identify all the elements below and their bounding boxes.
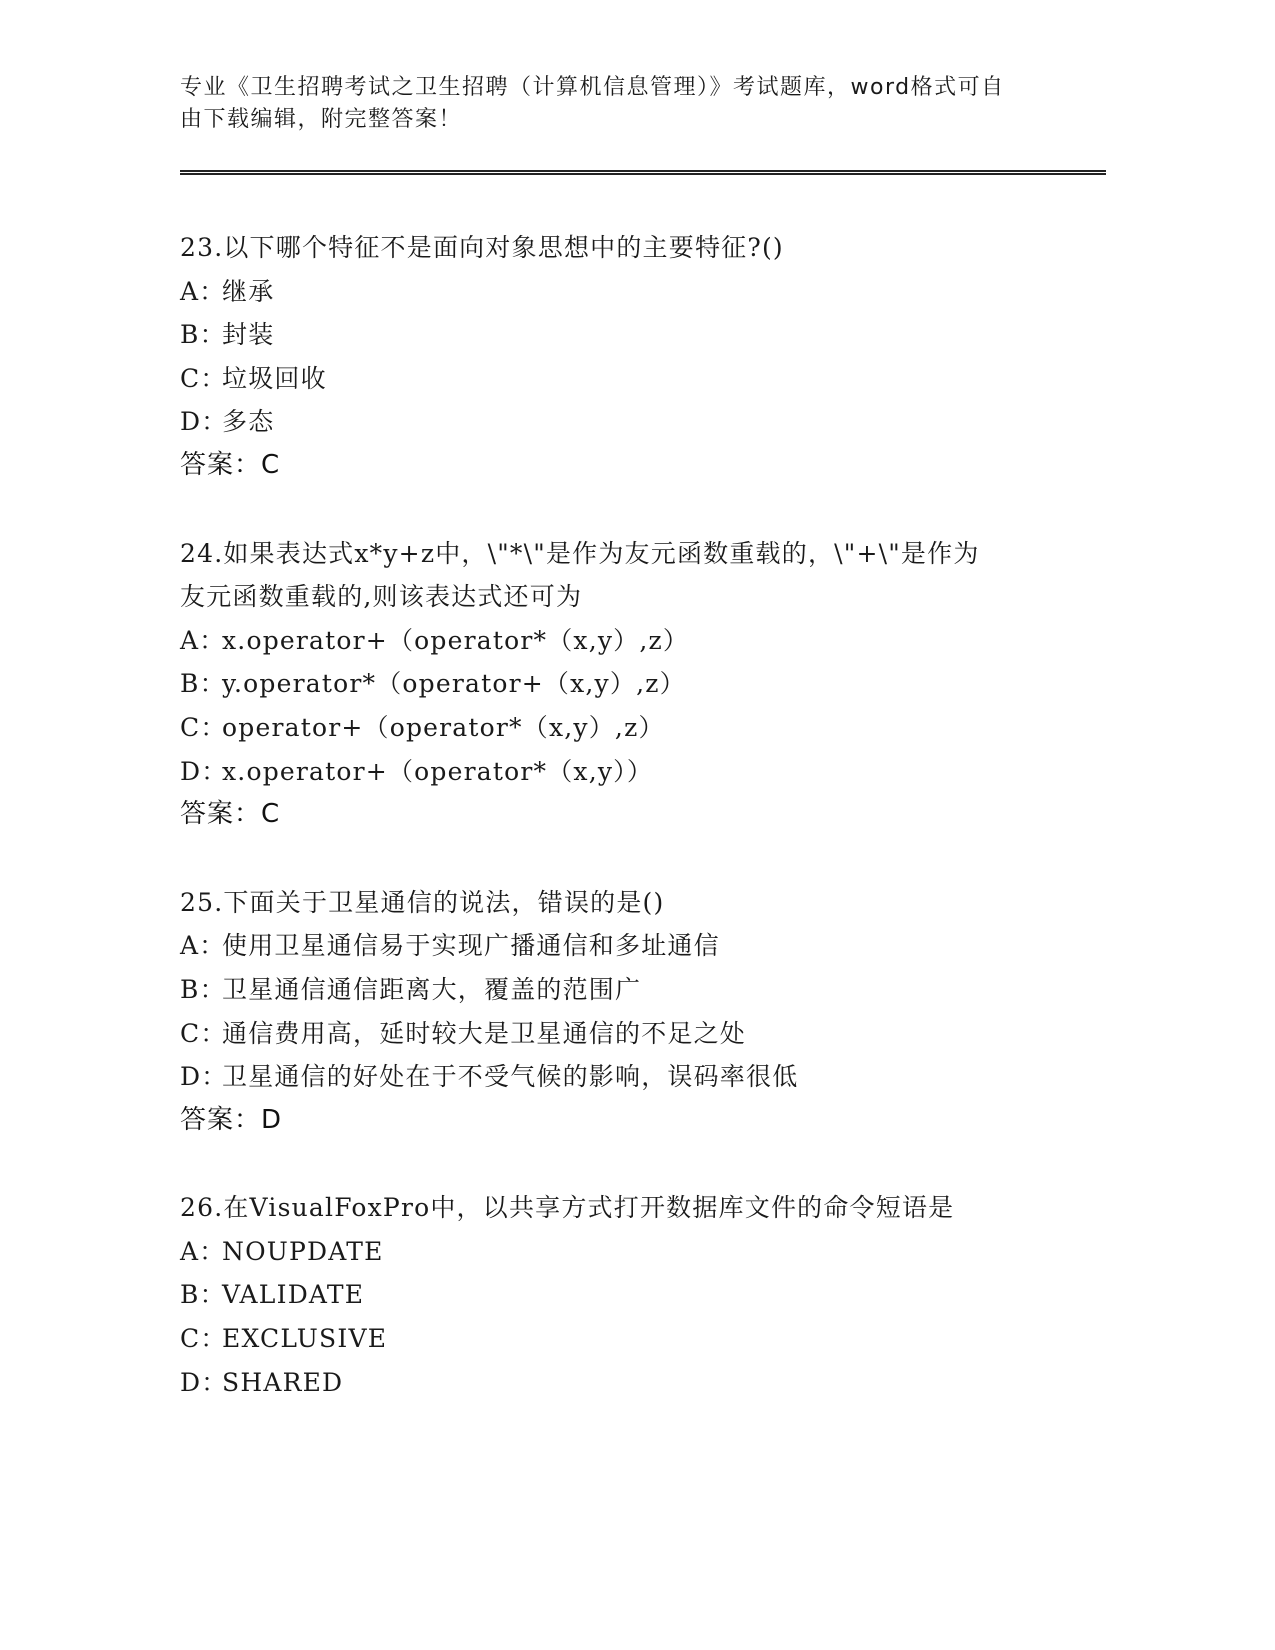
option-text: x.operator+（operator*（x,y）,z）	[222, 625, 690, 655]
answer-option	[180, 400, 1080, 444]
answer-option	[180, 1012, 1080, 1056]
answer-option	[180, 313, 1080, 357]
option-key: C：	[180, 712, 227, 742]
option-key: C：	[180, 1324, 227, 1354]
answer-option	[180, 619, 1080, 663]
question-block	[180, 532, 1080, 837]
answer-key: 答案：D	[180, 1104, 283, 1135]
option-text: EXCLUSIVE	[222, 1324, 388, 1354]
answer-option	[180, 968, 1080, 1012]
option-key: A：	[180, 625, 226, 655]
header-divider	[180, 170, 1106, 175]
answer-option	[180, 924, 1080, 968]
question-stem: 23.以下哪个特征不是面向对象思想中的主要特征?()	[180, 233, 784, 262]
answer-option	[180, 270, 1080, 314]
question-block	[180, 881, 1080, 1143]
header-line-1: 专业《卫生招聘考试之卫生招聘（计算机信息管理）》考试题库，word格式可自	[180, 75, 1005, 100]
answer-option	[180, 357, 1080, 401]
option-text: 通信费用高，延时较大是卫星通信的不足之处	[222, 1018, 747, 1048]
option-key: A：	[180, 931, 226, 961]
option-text: 使用卫星通信易于实现广播通信和多址通信	[222, 931, 720, 961]
document-header	[180, 72, 1040, 136]
answer-option	[180, 750, 1080, 794]
option-key: D：	[180, 1367, 228, 1397]
option-key: D：	[180, 756, 228, 786]
answer-option	[180, 1055, 1080, 1099]
answer-option	[180, 1361, 1080, 1405]
option-text: y.operator*（operator+（x,y）,z）	[222, 669, 686, 699]
question-stem: 友元函数重载的,则该表达式还可为	[180, 582, 583, 612]
option-text: x.operator+（operator*（x,y））	[222, 756, 654, 786]
option-text: 多态	[222, 407, 275, 437]
option-key: D：	[180, 407, 228, 437]
option-key: C：	[180, 1018, 227, 1048]
option-text: VALIDATE	[222, 1280, 365, 1310]
answer-key: 答案：C	[180, 799, 281, 830]
option-key: A：	[180, 1236, 226, 1266]
option-key: A：	[180, 276, 226, 306]
question-stem: 25.下面关于卫星通信的说法，错误的是()	[180, 887, 665, 917]
answer-option	[180, 1317, 1080, 1361]
option-key: B：	[180, 974, 226, 1004]
option-key: B：	[180, 1280, 226, 1310]
option-text: 继承	[222, 276, 275, 306]
option-key: B：	[180, 320, 226, 350]
option-text: 卫星通信的好处在于不受气候的影响，误码率很低	[222, 1062, 799, 1092]
option-text: 卫星通信通信距离大，覆盖的范围广	[222, 974, 642, 1004]
option-key: D：	[180, 1062, 228, 1092]
question-block	[180, 226, 1080, 488]
option-key: C：	[180, 363, 227, 393]
answer-option	[180, 706, 1080, 750]
question-stem: 26.在VisualFoxPro中，以共享方式打开数据库文件的命令短语是	[180, 1193, 955, 1223]
answer-option	[180, 1273, 1080, 1317]
answer-key: 答案：C	[180, 449, 281, 480]
option-text: operator+（operator*（x,y）,z）	[222, 712, 665, 742]
question-stem: 24.如果表达式x*y+z中，\"*\"是作为友元函数重载的，\"+\"是作为	[180, 538, 980, 568]
header-line-2: 由下载编辑，附完整答案！	[180, 107, 463, 132]
question-list	[180, 226, 1080, 1448]
option-text: NOUPDATE	[222, 1236, 384, 1266]
option-text: SHARED	[222, 1367, 344, 1397]
option-key: B：	[180, 669, 226, 699]
option-text: 垃圾回收	[222, 363, 327, 393]
option-text: 封装	[222, 320, 275, 350]
answer-option	[180, 1230, 1080, 1274]
question-block	[180, 1186, 1080, 1404]
answer-option	[180, 662, 1080, 706]
